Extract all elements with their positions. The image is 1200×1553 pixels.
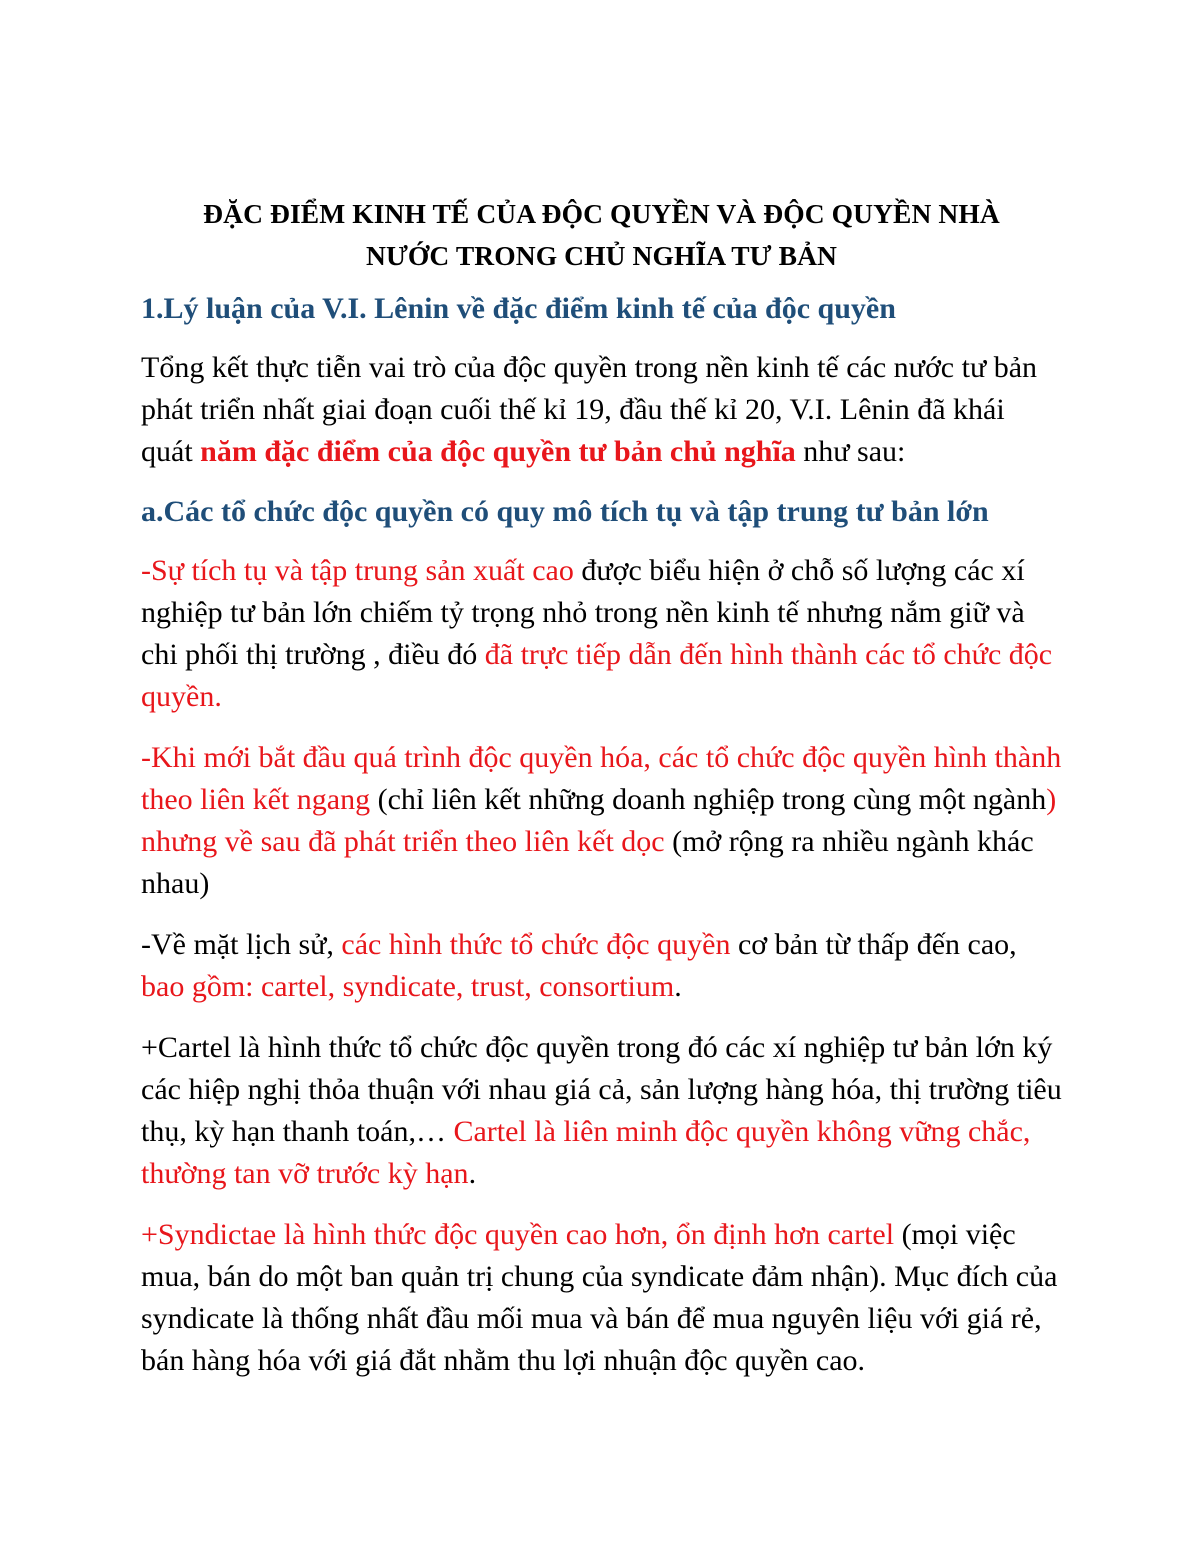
paragraph-integration: [141, 737, 1062, 905]
paragraph-cartel: [141, 1027, 1062, 1195]
para-3-highlight-2: bao gồm: cartel, syndicate, trust, consortium: [141, 970, 675, 1003]
para-3-text-3: .: [674, 970, 682, 1003]
paragraph-concentration: [141, 550, 1062, 718]
para-4-highlight: Cartel là liên minh độc quyền không vững chắc, thường tan vỡ trước kỳ hạn: [141, 1115, 1031, 1190]
para-2-highlight-2: ) nhưng về sau đã phát triển theo liên kết dọc: [141, 783, 1057, 858]
para-3-text-1: -Về mặt lịch sử,: [141, 928, 342, 961]
paragraph-history: [141, 924, 1062, 1008]
para-2-highlight-1: -Khi mới bắt đầu quá trình độc quyền hóa, các tổ chức độc quyền hình thành theo liên kết ngang: [141, 741, 1062, 816]
para-1-highlight-1: Sự tích tụ và tập trung sản xuất cao: [151, 554, 574, 587]
paragraph-syndicate: [141, 1214, 1062, 1382]
para-4-text-1: +Cartel là hình thức tổ chức độc quyền trong đó các xí nghiệp tư bản lớn ký các hiệp nghị thỏa thuận với nhau giá cả, sản lượng hàng hóa, thị trường tiêu thụ, kỳ hạn thanh toán,…: [141, 1031, 1062, 1148]
para-2-text-1: (chỉ liên kết những doanh nghiệp trong cùng một ngành: [370, 783, 1047, 816]
intro-text-2: như sau:: [795, 435, 906, 468]
document-title: [141, 193, 1062, 277]
para-3-highlight-1: các hình thức tổ chức độc quyền: [341, 928, 731, 961]
para-5-highlight: Syndictae là hình thức độc quyền cao hơn, ổn định hơn cartel: [157, 1218, 895, 1251]
intro-text-1: Tổng kết thực tiễn vai trò của độc quyền trong nền kinh tế các nước tư bản phát triển nhất giai đoạn cuối thế kỉ 19, đầu thế kỉ 20, V.I. Lênin đã khái quát: [141, 351, 1038, 468]
para-2-text-2: (mở rộng ra nhiều ngành khác nhau): [141, 825, 1034, 900]
title-line-1: ĐẶC ĐIỂM KINH TẾ CỦA ĐỘC QUYỀN VÀ ĐỘC QUYỀN NHÀ: [203, 198, 1000, 229]
para-1-text: được biểu hiện ở chỗ số lượng các xí nghiệp tư bản lớn chiếm tỷ trọng nhỏ trong nền kinh tế nhưng nắm giữ và chi phối thị trường , điều đó: [141, 554, 1025, 671]
para-4-text-2: .: [468, 1157, 477, 1190]
para-1-dash: -: [141, 554, 151, 587]
para-5-plus: +: [141, 1218, 158, 1251]
section-heading-1: 1.Lý luận của V.I. Lênin về đặc điểm kinh tế của độc quyền: [141, 292, 896, 325]
para-5-text: (mọi việc mua, bán do một ban quản trị chung của syndicate đảm nhận). Mục đích của syndicate là thống nhất đầu mối mua và bán để mua nguyên liệu với giá rẻ, bán hàng hóa với giá đắt nhằm thu lợi nhuận độc quyền cao.: [141, 1218, 1058, 1377]
intro-highlight: năm đặc điểm của độc quyền tư bản chủ nghĩa: [200, 435, 796, 468]
intro-paragraph: [141, 347, 1062, 473]
title-line-2: NƯỚC TRONG CHỦ NGHĨA TƯ BẢN: [365, 240, 837, 271]
para-3-text-2: cơ bản từ thấp đến cao,: [730, 928, 1017, 961]
section-heading-a: a.Các tổ chức độc quyền có quy mô tích tụ và tập trung tư bản lớn: [141, 495, 989, 528]
para-1-highlight-2: đã trực tiếp dẫn đến hình thành các tổ chức độc quyền.: [141, 638, 1053, 713]
